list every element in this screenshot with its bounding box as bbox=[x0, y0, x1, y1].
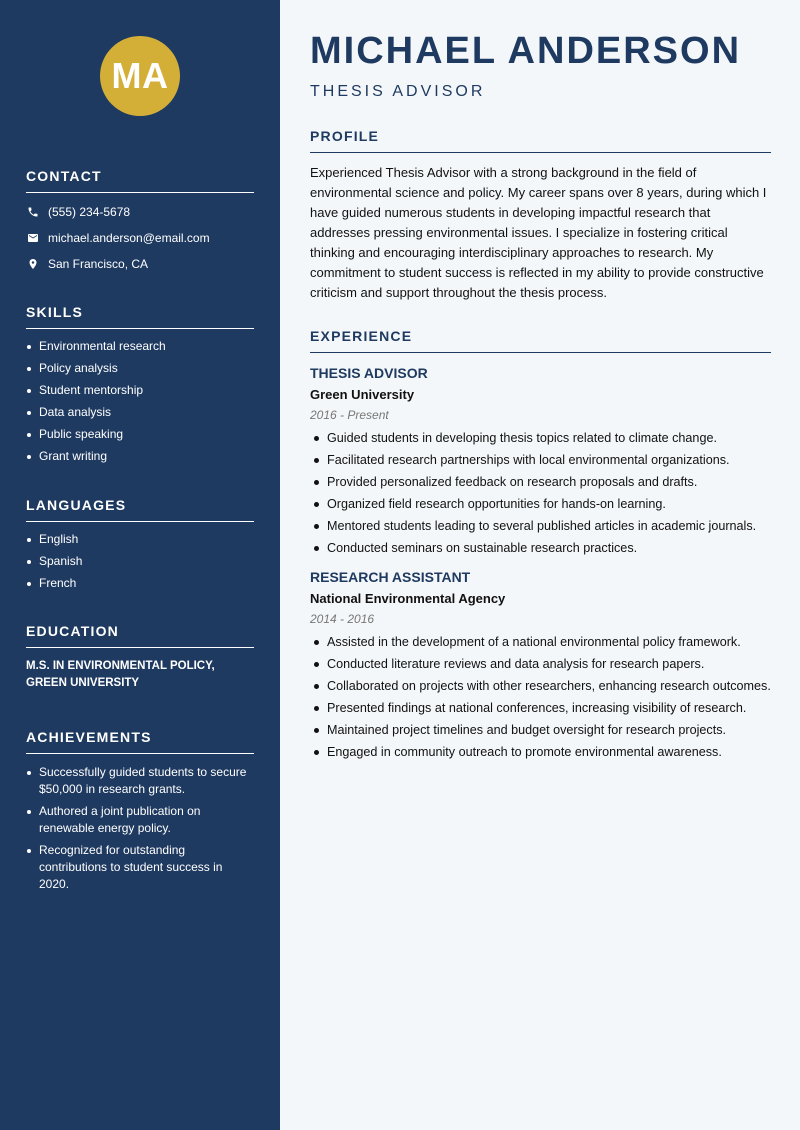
contact-heading: CONTACT bbox=[26, 168, 254, 193]
list-item: Presented findings at national conferences, increasing visibility of research. bbox=[310, 700, 771, 717]
list-item: Authored a joint publication on renewable energy policy. bbox=[26, 803, 254, 837]
list-item: Conducted literature reviews and data analysis for research papers. bbox=[310, 656, 771, 673]
email-icon bbox=[26, 231, 40, 245]
phone-icon bbox=[26, 205, 40, 219]
list-item: Spanish bbox=[26, 554, 254, 569]
main-content bbox=[280, 0, 800, 1130]
list-item: French bbox=[26, 576, 254, 591]
list-item: Facilitated research partnerships with local environmental organizations. bbox=[310, 452, 771, 469]
list-item: Collaborated on projects with other researchers, enhancing research outcomes. bbox=[310, 678, 771, 695]
profile-text: Experienced Thesis Advisor with a strong background in the field of environmental science and policy. My career spans over 8 years, during which I have guided numerous students in developing impactful research that addresses pressing environmental issues. I specialize in fostering critical thinking and encouraging interdisciplinary approaches to research. My commitment to student success is reflected in my ability to provide constructive criticism and support throughout the thesis process. bbox=[310, 165, 767, 300]
job-role: THESIS ADVISOR bbox=[310, 365, 428, 381]
job-dates: 2014 - 2016 bbox=[310, 612, 375, 626]
list-item: Policy analysis bbox=[26, 361, 254, 376]
experience-heading: EXPERIENCE bbox=[310, 328, 771, 353]
list-item: Data analysis bbox=[26, 405, 254, 420]
achievements-section bbox=[26, 729, 254, 898]
education-heading: EDUCATION bbox=[26, 623, 254, 648]
job-company: National Environmental Agency bbox=[310, 591, 506, 606]
languages-list bbox=[26, 532, 254, 591]
job-bullets bbox=[310, 634, 771, 761]
job-dates: 2016 - Present bbox=[310, 408, 389, 422]
contact-section bbox=[26, 168, 254, 271]
candidate-name: MICHAEL ANDERSON bbox=[310, 30, 742, 72]
contact-phone bbox=[26, 205, 254, 219]
languages-section bbox=[26, 497, 254, 598]
experience-entry bbox=[310, 569, 771, 761]
skills-heading: SKILLS bbox=[26, 304, 254, 329]
avatar: MA bbox=[100, 36, 180, 116]
location-pin-icon bbox=[26, 257, 40, 271]
skills-section bbox=[26, 304, 254, 471]
list-item: Assisted in the development of a national environmental policy framework. bbox=[310, 634, 771, 651]
education-degree: M.S. IN ENVIRONMENTAL POLICY, GREEN UNIVERSITY bbox=[26, 660, 215, 689]
job-company: Green University bbox=[310, 387, 415, 402]
list-item: Conducted seminars on sustainable research practices. bbox=[310, 540, 771, 557]
list-item: Student mentorship bbox=[26, 383, 254, 398]
achievements-heading: ACHIEVEMENTS bbox=[26, 729, 254, 754]
list-item: Engaged in community outreach to promote environmental awareness. bbox=[310, 744, 771, 761]
list-item: Guided students in developing thesis topics related to climate change. bbox=[310, 430, 771, 447]
list-item: Successfully guided students to secure $50,000 in research grants. bbox=[26, 764, 254, 798]
list-item: Environmental research bbox=[26, 339, 254, 354]
list-item: English bbox=[26, 532, 254, 547]
skills-list bbox=[26, 339, 254, 464]
experience-section bbox=[310, 328, 771, 766]
list-item: Mentored students leading to several published articles in academic journals. bbox=[310, 518, 771, 535]
list-item: Recognized for outstanding contributions to student success in 2020. bbox=[26, 842, 254, 893]
list-item: Maintained project timelines and budget oversight for research projects. bbox=[310, 722, 771, 739]
sidebar bbox=[0, 0, 280, 1130]
list-item: Organized field research opportunities for hands-on learning. bbox=[310, 496, 771, 513]
languages-heading: LANGUAGES bbox=[26, 497, 254, 522]
profile-section bbox=[310, 128, 771, 303]
contact-email bbox=[26, 231, 254, 245]
job-role: RESEARCH ASSISTANT bbox=[310, 569, 471, 585]
contact-location bbox=[26, 257, 254, 271]
job-bullets bbox=[310, 430, 771, 557]
experience-entry bbox=[310, 365, 771, 557]
profile-heading: PROFILE bbox=[310, 128, 771, 153]
education-section bbox=[26, 623, 254, 692]
achievements-list bbox=[26, 764, 254, 893]
list-item: Provided personalized feedback on research proposals and drafts. bbox=[310, 474, 771, 491]
email-text: michael.anderson@email.com bbox=[48, 231, 210, 245]
list-item: Public speaking bbox=[26, 427, 254, 442]
phone-text: (555) 234-5678 bbox=[48, 205, 131, 219]
candidate-title: THESIS ADVISOR bbox=[310, 83, 486, 100]
main-inner bbox=[310, 0, 771, 1130]
location-text: San Francisco, CA bbox=[48, 257, 149, 271]
list-item: Grant writing bbox=[26, 449, 254, 464]
